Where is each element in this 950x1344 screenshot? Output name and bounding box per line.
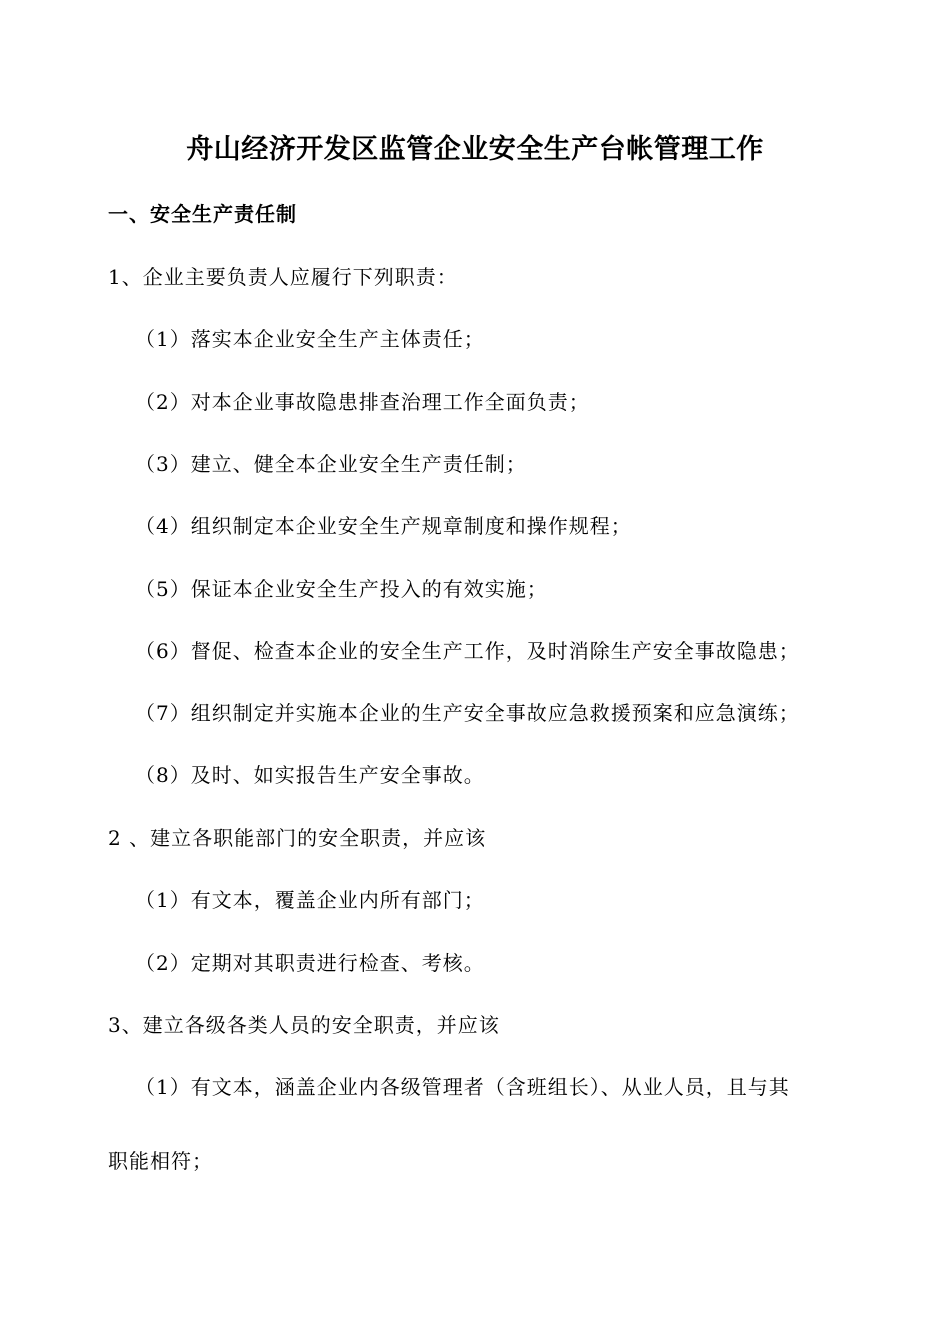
section-heading-safety-responsibility: 一、安全生产责任制 — [108, 202, 297, 226]
item-1-point-6: （6）督促、检查本企业的安全生产工作，及时消除生产安全事故隐患； — [135, 639, 800, 663]
item-1-point-7: （7）组织制定并实施本企业的生产安全事故应急救援预案和应急演练； — [135, 701, 800, 725]
item-1-point-4: （4）组织制定本企业安全生产规章制度和操作规程； — [135, 514, 632, 538]
item-3-point-1-line-1: （1）有文本，涵盖企业内各级管理者（含班组长）、从业人员，且与其 — [135, 1075, 790, 1099]
document-title: 舟山经济开发区监管企业安全生产台帐管理工作 — [186, 134, 764, 165]
item-1-point-1: （1）落实本企业安全生产主体责任； — [135, 327, 485, 351]
item-3-point-1-line-2: 职能相符； — [108, 1149, 213, 1173]
item-1-point-3: （3）建立、健全本企业安全生产责任制； — [135, 452, 527, 476]
item-3-intro: 3、建立各级各类人员的安全职责，并应该 — [108, 1013, 500, 1037]
item-2-intro: 2 、建立各职能部门的安全职责，并应该 — [108, 826, 487, 850]
item-2-point-2: （2）定期对其职责进行检查、考核。 — [135, 951, 485, 975]
item-2-point-1: （1）有文本，覆盖企业内所有部门； — [135, 888, 485, 912]
item-1-intro: 1、企业主要负责人应履行下列职责： — [108, 265, 458, 289]
item-1-point-5: （5）保证本企业安全生产投入的有效实施； — [135, 577, 548, 601]
item-1-point-8: （8）及时、如实报告生产安全事故。 — [135, 763, 485, 787]
item-1-point-2: （2）对本企业事故隐患排查治理工作全面负责； — [135, 390, 590, 414]
